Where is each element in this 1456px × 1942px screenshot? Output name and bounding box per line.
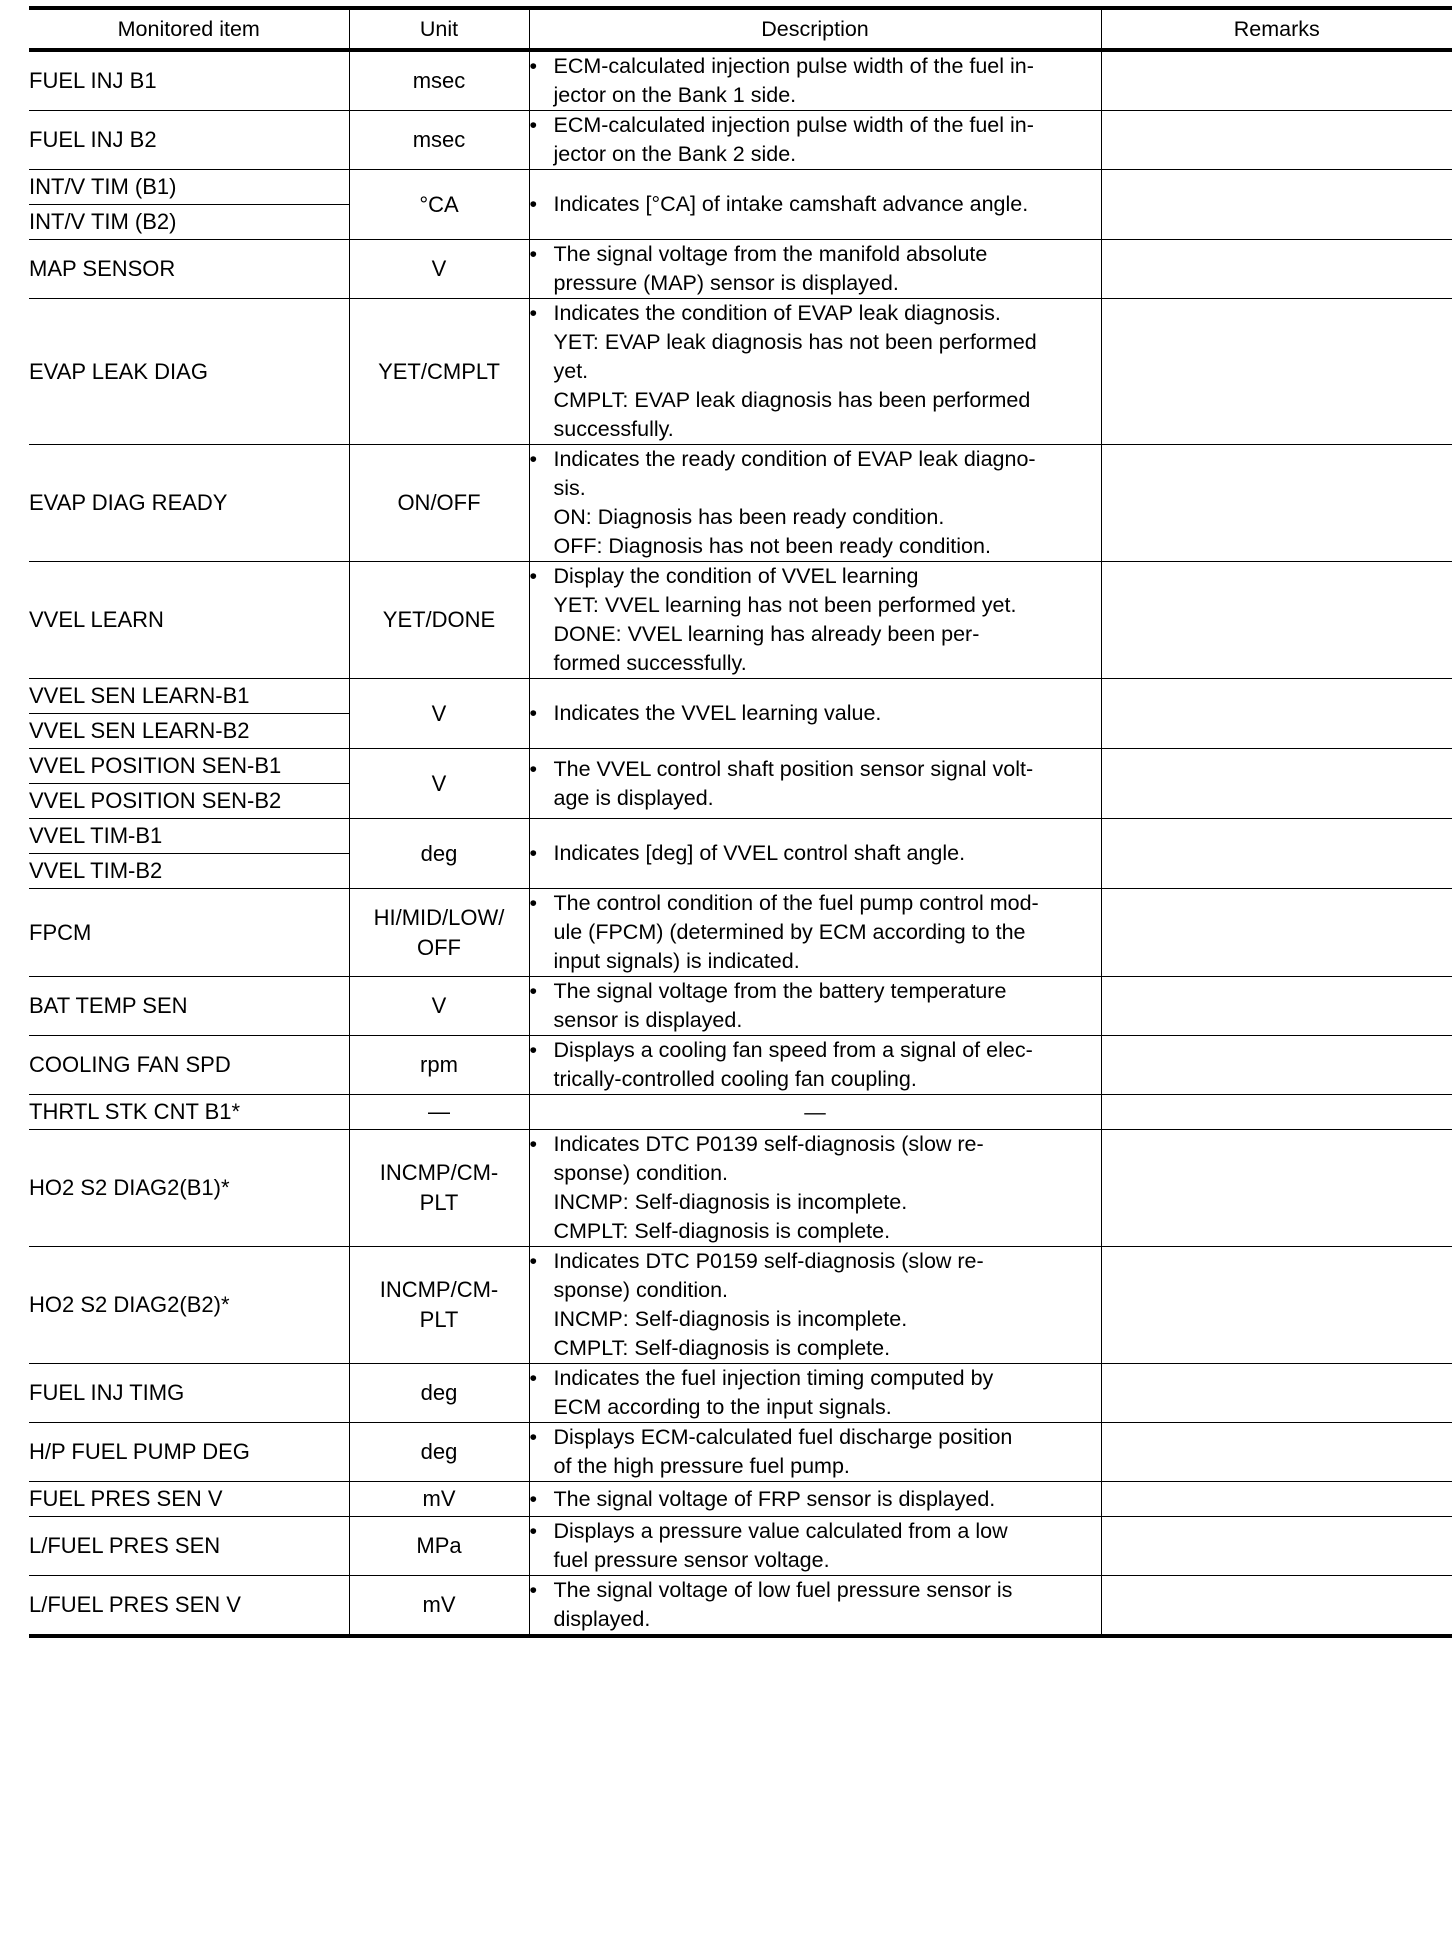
unit-cell bbox=[349, 1036, 529, 1095]
unit-line: rpm bbox=[420, 1052, 458, 1077]
unit-line: mV bbox=[422, 1486, 456, 1511]
table-row bbox=[29, 111, 1452, 170]
description-bullet bbox=[530, 889, 1101, 918]
remarks-cell bbox=[1101, 1130, 1452, 1247]
header-remarks: Remarks bbox=[1101, 8, 1452, 50]
unit-line: deg bbox=[420, 1439, 458, 1464]
remarks-cell bbox=[1101, 50, 1452, 111]
table-row bbox=[29, 170, 1452, 205]
monitored-item-cell: FUEL PRES SEN V bbox=[29, 1482, 349, 1517]
unit-cell bbox=[349, 50, 529, 111]
description-line: Indicates [deg] of VVEL control shaft angle. bbox=[553, 841, 966, 865]
description-line: ule (FPCM) (determined by ECM according to the bbox=[553, 920, 1026, 944]
unit-cell bbox=[349, 1482, 529, 1517]
monitored-item-cell: HO2 S2 DIAG2(B2)* bbox=[29, 1247, 349, 1364]
unit-cell bbox=[349, 445, 529, 562]
table-row bbox=[29, 1095, 1452, 1130]
description-line: Indicates DTC P0139 self-diagnosis (slow re- bbox=[553, 1132, 984, 1156]
monitored-item-cell: FUEL INJ B2 bbox=[29, 111, 349, 170]
description-line: ON: Diagnosis has been ready condition. bbox=[553, 505, 945, 529]
unit-line: deg bbox=[420, 840, 458, 866]
description-line: yet. bbox=[553, 359, 589, 383]
remarks-cell bbox=[1101, 1364, 1452, 1423]
bullet-icon: • bbox=[529, 701, 538, 725]
description-line: ECM-calculated injection pulse width of the fuel in- bbox=[553, 54, 1034, 78]
description-line: sensor is displayed. bbox=[553, 1008, 743, 1032]
unit-line: INCMP/CM- bbox=[379, 1277, 499, 1302]
monitored-item-cell: INT/V TIM (B2) bbox=[29, 205, 349, 240]
remarks-cell bbox=[1101, 1576, 1452, 1637]
description-cell bbox=[529, 679, 1101, 749]
remarks-cell bbox=[1101, 111, 1452, 170]
description-line: Indicates the VVEL learning value. bbox=[553, 701, 882, 725]
monitored-item-cell: EVAP LEAK DIAG bbox=[29, 299, 349, 445]
description-line: ECM-calculated injection pulse width of the fuel in- bbox=[553, 113, 1034, 137]
description-bullet bbox=[530, 1576, 1101, 1605]
monitored-item-cell: L/FUEL PRES SEN bbox=[29, 1517, 349, 1576]
bullet-icon: • bbox=[529, 1425, 538, 1449]
bullet-icon: • bbox=[529, 1486, 538, 1511]
description-line: age is displayed. bbox=[553, 785, 714, 810]
monitored-item-cell: VVEL TIM-B2 bbox=[29, 854, 349, 889]
monitored-item-cell: H/P FUEL PUMP DEG bbox=[29, 1423, 349, 1482]
bullet-icon: • bbox=[529, 113, 538, 137]
description-line: Indicates the fuel injection timing computed by bbox=[553, 1366, 994, 1390]
description-line: The control condition of the fuel pump control mod- bbox=[553, 891, 1039, 915]
unit-line: deg bbox=[420, 1380, 458, 1405]
description-line: displayed. bbox=[553, 1607, 651, 1631]
table-row bbox=[29, 819, 1452, 854]
description-line: jector on the Bank 2 side. bbox=[553, 142, 797, 166]
monitored-item-cell: VVEL SEN LEARN-B1 bbox=[29, 679, 349, 714]
description-cell bbox=[529, 1364, 1101, 1423]
description-bullet bbox=[530, 1130, 1101, 1159]
description-bullet bbox=[530, 562, 1101, 591]
monitored-item-cell: FUEL INJ TIMG bbox=[29, 1364, 349, 1423]
unit-cell bbox=[349, 1576, 529, 1637]
description-cell bbox=[529, 977, 1101, 1036]
monitored-item-cell: FUEL INJ B1 bbox=[29, 50, 349, 111]
monitored-item-cell: HO2 S2 DIAG2(B1)* bbox=[29, 1130, 349, 1247]
bullet-icon: • bbox=[529, 242, 538, 266]
unit-cell bbox=[349, 240, 529, 299]
remarks-cell bbox=[1101, 1423, 1452, 1482]
monitored-items-table bbox=[29, 6, 1452, 1638]
unit-line: YET/DONE bbox=[382, 607, 496, 632]
header-unit: Unit bbox=[349, 8, 529, 50]
unit-line: PLT bbox=[419, 1307, 459, 1332]
remarks-cell bbox=[1101, 889, 1452, 977]
description-line: The signal voltage from the battery temperature bbox=[553, 979, 1007, 1003]
description-line: YET: VVEL learning has not been performed yet. bbox=[553, 593, 1017, 617]
description-cell bbox=[529, 1576, 1101, 1637]
table-row bbox=[29, 679, 1452, 714]
description-line: The signal voltage from the manifold absolute bbox=[553, 242, 988, 266]
remarks-cell bbox=[1101, 170, 1452, 240]
unit-line: msec bbox=[412, 127, 466, 152]
table-row bbox=[29, 240, 1452, 299]
unit-line: PLT bbox=[419, 1190, 459, 1215]
table-row bbox=[29, 445, 1452, 562]
unit-line: V bbox=[431, 993, 447, 1018]
bullet-icon: • bbox=[529, 1038, 538, 1062]
description-cell bbox=[529, 111, 1101, 170]
description-line: pressure (MAP) sensor is displayed. bbox=[553, 271, 899, 295]
remarks-cell bbox=[1101, 562, 1452, 679]
description-line: OFF: Diagnosis has not been ready condition. bbox=[553, 534, 991, 558]
description-bullet bbox=[530, 839, 1101, 868]
description-line: trically-controlled cooling fan coupling. bbox=[553, 1067, 917, 1091]
monitored-item-cell: MAP SENSOR bbox=[29, 240, 349, 299]
description-bullet bbox=[530, 240, 1101, 269]
unit-cell bbox=[349, 749, 529, 819]
unit-cell bbox=[349, 679, 529, 749]
remarks-cell bbox=[1101, 749, 1452, 819]
description-line: DONE: VVEL learning has already been per- bbox=[553, 622, 980, 646]
description-line: CMPLT: Self-diagnosis is complete. bbox=[553, 1336, 891, 1360]
description-line: sponse) condition. bbox=[553, 1161, 728, 1185]
description-cell bbox=[529, 445, 1101, 562]
description-bullet bbox=[530, 190, 1101, 219]
bullet-icon: • bbox=[529, 841, 538, 865]
bullet-icon: • bbox=[529, 979, 538, 1003]
description-bullet bbox=[530, 299, 1101, 328]
description-cell bbox=[529, 1423, 1101, 1482]
remarks-cell bbox=[1101, 1482, 1452, 1517]
description-cell bbox=[529, 240, 1101, 299]
description-line: The signal voltage of FRP sensor is displayed. bbox=[553, 1486, 996, 1511]
bullet-icon: • bbox=[529, 1519, 538, 1543]
description-line: jector on the Bank 1 side. bbox=[553, 83, 797, 107]
description-line: The VVEL control shaft position sensor signal volt- bbox=[553, 756, 1034, 781]
description-bullet bbox=[530, 1036, 1101, 1065]
monitored-item-cell: VVEL LEARN bbox=[29, 562, 349, 679]
description-bullet bbox=[530, 1247, 1101, 1276]
table-row bbox=[29, 1247, 1452, 1364]
remarks-cell bbox=[1101, 1247, 1452, 1364]
description-bullet bbox=[530, 699, 1101, 728]
description-cell: — bbox=[529, 1095, 1101, 1130]
table-row bbox=[29, 1036, 1452, 1095]
description-cell bbox=[529, 749, 1101, 819]
unit-line: msec bbox=[412, 68, 466, 93]
unit-line: INCMP/CM- bbox=[379, 1160, 499, 1185]
remarks-cell bbox=[1101, 445, 1452, 562]
header-description: Description bbox=[529, 8, 1101, 50]
bullet-icon: • bbox=[529, 1132, 538, 1156]
description-bullet bbox=[530, 1517, 1101, 1546]
description-line: formed successfully. bbox=[553, 651, 747, 675]
bullet-icon: • bbox=[529, 447, 538, 471]
description-bullet bbox=[530, 52, 1101, 81]
description-line: Indicates the condition of EVAP leak diagnosis. bbox=[553, 301, 1001, 325]
unit-cell bbox=[349, 1095, 529, 1130]
monitored-item-cell: VVEL POSITION SEN-B1 bbox=[29, 749, 349, 784]
table-row bbox=[29, 562, 1452, 679]
description-cell bbox=[529, 170, 1101, 240]
description-line: Displays a pressure value calculated from a low bbox=[553, 1519, 1008, 1543]
unit-cell bbox=[349, 1130, 529, 1247]
table-row bbox=[29, 1517, 1452, 1576]
description-line: CMPLT: EVAP leak diagnosis has been performed bbox=[553, 388, 1031, 412]
description-cell bbox=[529, 299, 1101, 445]
description-bullet bbox=[530, 1423, 1101, 1452]
unit-line: OFF bbox=[417, 934, 461, 960]
description-bullet bbox=[530, 1364, 1101, 1393]
description-line: INCMP: Self-diagnosis is incomplete. bbox=[553, 1307, 908, 1331]
unit-cell bbox=[349, 1364, 529, 1423]
unit-line: V bbox=[431, 700, 447, 726]
table-row bbox=[29, 977, 1452, 1036]
description-cell bbox=[529, 1482, 1101, 1517]
monitored-item-cell: VVEL POSITION SEN-B2 bbox=[29, 784, 349, 819]
bullet-icon: • bbox=[529, 301, 538, 325]
unit-cell bbox=[349, 889, 529, 977]
unit-line: mV bbox=[422, 1592, 456, 1617]
description-cell bbox=[529, 1130, 1101, 1247]
description-cell bbox=[529, 50, 1101, 111]
table-row bbox=[29, 1482, 1452, 1517]
description-line: Indicates [°CA] of intake camshaft advance angle. bbox=[553, 192, 1029, 216]
description-bullet bbox=[530, 111, 1101, 140]
description-line: sponse) condition. bbox=[553, 1278, 728, 1302]
description-line: INCMP: Self-diagnosis is incomplete. bbox=[553, 1190, 908, 1214]
remarks-cell bbox=[1101, 240, 1452, 299]
remarks-cell bbox=[1101, 977, 1452, 1036]
description-cell bbox=[529, 1036, 1101, 1095]
unit-line: — bbox=[428, 1099, 450, 1124]
table-row bbox=[29, 749, 1452, 784]
unit-cell bbox=[349, 299, 529, 445]
unit-cell bbox=[349, 562, 529, 679]
monitored-item-cell: COOLING FAN SPD bbox=[29, 1036, 349, 1095]
description-line: The signal voltage of low fuel pressure sensor is bbox=[553, 1578, 1013, 1602]
description-bullet bbox=[530, 977, 1101, 1006]
description-bullet bbox=[530, 445, 1101, 474]
description-cell bbox=[529, 819, 1101, 889]
unit-cell bbox=[349, 1423, 529, 1482]
description-bullet bbox=[530, 755, 1101, 784]
description-line: of the high pressure fuel pump. bbox=[553, 1454, 850, 1478]
description-line: sis. bbox=[553, 476, 586, 500]
description-line: Displays a cooling fan speed from a signal of elec- bbox=[553, 1038, 1033, 1062]
description-line: Display the condition of VVEL learning bbox=[553, 564, 919, 588]
unit-cell bbox=[349, 1517, 529, 1576]
remarks-cell bbox=[1101, 1036, 1452, 1095]
monitored-item-cell: L/FUEL PRES SEN V bbox=[29, 1576, 349, 1637]
unit-cell bbox=[349, 111, 529, 170]
table-row bbox=[29, 299, 1452, 445]
description-line: Indicates the ready condition of EVAP leak diagno- bbox=[553, 447, 1036, 471]
bullet-icon: • bbox=[529, 1366, 538, 1390]
monitored-item-cell: VVEL SEN LEARN-B2 bbox=[29, 714, 349, 749]
description-line: successfully. bbox=[553, 417, 674, 441]
description-cell bbox=[529, 889, 1101, 977]
monitored-item-cell: FPCM bbox=[29, 889, 349, 977]
bullet-icon: • bbox=[529, 54, 538, 78]
remarks-cell bbox=[1101, 679, 1452, 749]
unit-cell bbox=[349, 819, 529, 889]
unit-cell bbox=[349, 1247, 529, 1364]
description-cell bbox=[529, 1517, 1101, 1576]
description-cell bbox=[529, 562, 1101, 679]
description-line: ECM according to the input signals. bbox=[553, 1395, 892, 1419]
bullet-icon: • bbox=[529, 564, 538, 588]
remarks-cell bbox=[1101, 299, 1452, 445]
monitored-item-cell: BAT TEMP SEN bbox=[29, 977, 349, 1036]
monitored-item-cell: THRTL STK CNT B1* bbox=[29, 1095, 349, 1130]
unit-cell bbox=[349, 170, 529, 240]
monitored-item-cell: EVAP DIAG READY bbox=[29, 445, 349, 562]
description-line: input signals) is indicated. bbox=[553, 949, 800, 973]
unit-line: V bbox=[431, 770, 447, 796]
monitored-item-cell: INT/V TIM (B1) bbox=[29, 170, 349, 205]
table-row bbox=[29, 1576, 1452, 1637]
unit-line: YET/CMPLT bbox=[378, 358, 500, 384]
monitored-item-cell: VVEL TIM-B1 bbox=[29, 819, 349, 854]
table-row bbox=[29, 1423, 1452, 1482]
remarks-cell bbox=[1101, 1095, 1452, 1130]
unit-line: ON/OFF bbox=[397, 490, 481, 515]
bullet-icon: • bbox=[529, 192, 538, 216]
description-cell bbox=[529, 1247, 1101, 1364]
description-line: YET: EVAP leak diagnosis has not been performed bbox=[553, 330, 1037, 354]
description-line: Displays ECM-calculated fuel discharge position bbox=[553, 1425, 1013, 1449]
bullet-icon: • bbox=[529, 1249, 538, 1273]
bullet-icon: • bbox=[529, 756, 538, 781]
unit-line: V bbox=[431, 256, 447, 281]
header-monitored-item: Monitored item bbox=[29, 8, 349, 50]
description-line: Indicates DTC P0159 self-diagnosis (slow re- bbox=[553, 1249, 984, 1273]
remarks-cell bbox=[1101, 1517, 1452, 1576]
remarks-cell bbox=[1101, 819, 1452, 889]
bullet-icon: • bbox=[529, 1578, 538, 1602]
unit-cell bbox=[349, 977, 529, 1036]
bullet-icon: • bbox=[529, 891, 538, 915]
table-row bbox=[29, 889, 1452, 977]
description-bullet bbox=[530, 1485, 1101, 1514]
table-row bbox=[29, 1364, 1452, 1423]
header-row bbox=[29, 8, 1452, 50]
unit-line: MPa bbox=[416, 1533, 462, 1558]
unit-line: °CA bbox=[419, 191, 459, 217]
table-row bbox=[29, 50, 1452, 111]
unit-line: HI/MID/LOW/ bbox=[373, 904, 505, 930]
table-row bbox=[29, 1130, 1452, 1247]
description-line: CMPLT: Self-diagnosis is complete. bbox=[553, 1219, 891, 1243]
description-line: fuel pressure sensor voltage. bbox=[553, 1548, 830, 1572]
